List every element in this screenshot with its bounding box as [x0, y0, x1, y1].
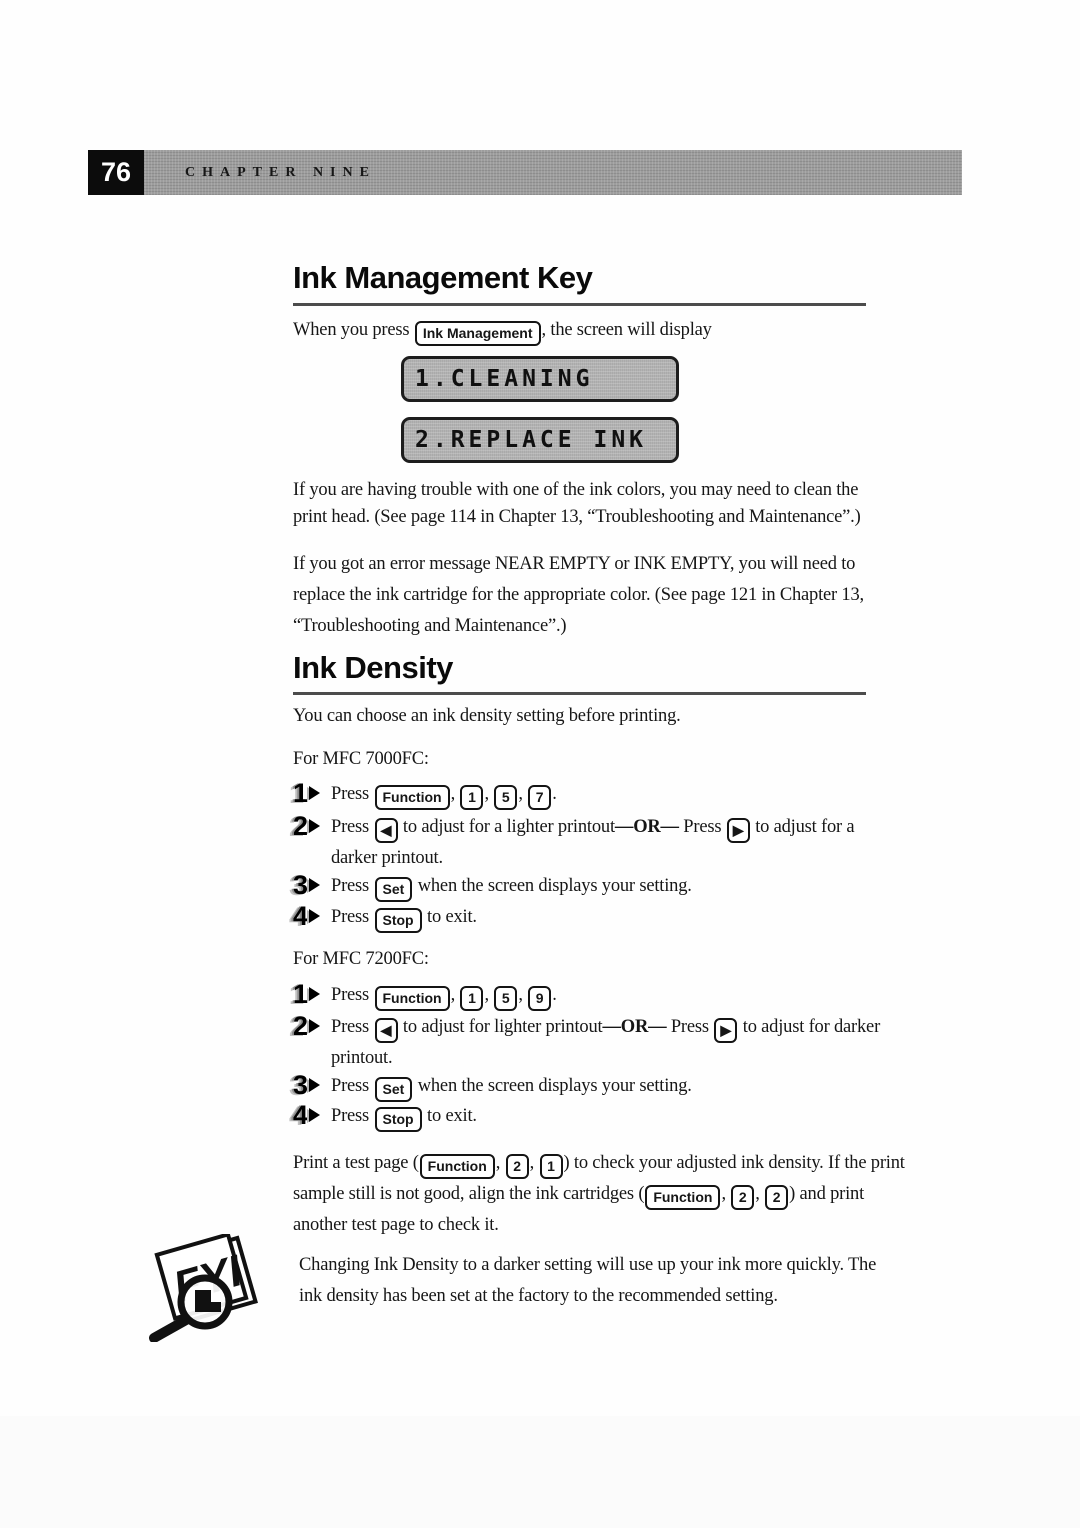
- step-number-text: 1: [293, 979, 309, 1009]
- keycap: Function: [375, 785, 450, 810]
- scan-shade: [0, 1416, 1080, 1528]
- model-label-7000fc: For MFC 7000FC:: [293, 749, 429, 769]
- step-number: [293, 981, 331, 1007]
- step: [293, 871, 692, 902]
- note-text: Changing Ink Density to a darker setting will use up your ink more quickly. The ink density has been set at the factory to the recommended setting.: [299, 1255, 877, 1306]
- step-number: [293, 1072, 331, 1098]
- lcd-text: 1.CLEANING: [415, 366, 594, 392]
- step-number: [293, 1102, 331, 1128]
- keycap: 7: [528, 785, 551, 810]
- paragraph-near-empty: If you got an error message NEAR EMPTY or INK EMPTY, you will need to replace the ink cartridge for the appropriate color. (See page 121 in Chapter 13, “Troubleshooting and Maintenance”.): [293, 554, 864, 636]
- step-number-text: 2: [293, 811, 309, 841]
- step: [293, 779, 557, 810]
- step-number-text: 4: [293, 1100, 309, 1130]
- keycap: Function: [420, 1154, 495, 1179]
- step-number: [293, 872, 331, 898]
- keycap: 2: [506, 1154, 529, 1179]
- keycap: 9: [528, 986, 551, 1011]
- step: [293, 1071, 692, 1102]
- keycap: 2: [731, 1185, 754, 1210]
- step-text: Press Set when the screen displays your setting.: [331, 871, 692, 902]
- section-rule: [293, 303, 866, 306]
- fyi-icon: [138, 1234, 268, 1342]
- keycap: ▶: [714, 1018, 737, 1043]
- keycap: ▶: [727, 818, 750, 843]
- step-text: Press Stop to exit.: [331, 1101, 477, 1132]
- step-number-text: 3: [293, 870, 309, 900]
- bold-text: —OR—: [602, 1017, 667, 1037]
- chapter-header-band: [88, 150, 962, 195]
- keycap: Stop: [375, 908, 422, 933]
- step-text: Press ◀ to adjust for a lighter printout—OR— Press ▶ to adjust for a darker printout.: [331, 817, 855, 868]
- keycap: 1: [540, 1154, 563, 1179]
- step-number-text: 4: [293, 901, 309, 931]
- step-number: [293, 780, 331, 806]
- lcd-display-cleaning: [401, 356, 679, 402]
- step-number-text: 3: [293, 1070, 309, 1100]
- step-arrow-icon: [309, 1108, 320, 1122]
- step-text: Press ◀ to adjust for lighter printout—OR— Press ▶ to adjust for darker printout.: [331, 1017, 881, 1068]
- section-title-ink-density: Ink Density: [293, 650, 453, 685]
- lcd-display-replace-ink: [401, 417, 679, 463]
- intro-line: When you press Ink Management , the screen will display: [293, 317, 712, 346]
- paragraph-clean-head: If you are having trouble with one of the ink colors, you may need to clean the print head. (See page 114 in Chapter 13, “Troubleshooting and Maintenance”.): [293, 480, 861, 527]
- keycap: Stop: [375, 1107, 422, 1132]
- ink-density-intro: You can choose an ink density setting before printing.: [293, 706, 681, 726]
- keycap: 5: [494, 785, 517, 810]
- step-arrow-icon: [309, 987, 320, 1001]
- step: [293, 812, 854, 873]
- section-title-ink-management-key: Ink Management Key: [293, 260, 593, 295]
- keycap: ◀: [375, 1018, 398, 1043]
- step-text: Press Function , 1 , 5 , 9 .: [331, 980, 557, 1011]
- step: [293, 980, 557, 1011]
- step-arrow-icon: [309, 819, 320, 833]
- step-number: [293, 1013, 331, 1039]
- step-number: [293, 813, 331, 839]
- step: [293, 1012, 880, 1073]
- chapter-title: CHAPTER NINE: [185, 164, 376, 180]
- keycap: ◀: [375, 818, 398, 843]
- step-arrow-icon: [309, 786, 320, 800]
- step-arrow-icon: [309, 1078, 320, 1092]
- step: [293, 1101, 477, 1132]
- step-number: [293, 903, 331, 929]
- bold-text: —OR—: [614, 817, 679, 837]
- keycap: 5: [494, 986, 517, 1011]
- step-number-text: 1: [293, 778, 309, 808]
- keycap: Set: [375, 1077, 413, 1102]
- keycap: Function: [645, 1185, 720, 1210]
- step-arrow-icon: [309, 878, 320, 892]
- step: [293, 902, 477, 933]
- step-arrow-icon: [309, 909, 320, 923]
- keycap: 1: [460, 785, 483, 810]
- model-label-7200fc: For MFC 7200FC:: [293, 949, 429, 969]
- page-number: 76: [88, 150, 144, 195]
- step-number-text: 2: [293, 1011, 309, 1041]
- step-arrow-icon: [309, 1019, 320, 1033]
- step-text: Press Function , 1 , 5 , 7 .: [331, 779, 557, 810]
- step-text: Press Stop to exit.: [331, 902, 477, 933]
- keycap: Set: [375, 877, 413, 902]
- paragraph-test-page: Print a test page ( Function , 2 , 1 ) to check your adjusted ink density. If the print sample still is not good, align the ink cartridges ( Function , 2 , 2 ) and print another test page to check it.: [293, 1153, 905, 1235]
- keycap: 1: [460, 986, 483, 1011]
- keycap: 2: [765, 1185, 788, 1210]
- lcd-text: 2.REPLACE INK: [415, 427, 648, 453]
- step-text: Press Set when the screen displays your setting.: [331, 1071, 692, 1102]
- keycap: Ink Management: [415, 321, 541, 346]
- keycap: Function: [375, 986, 450, 1011]
- section-rule: [293, 692, 866, 695]
